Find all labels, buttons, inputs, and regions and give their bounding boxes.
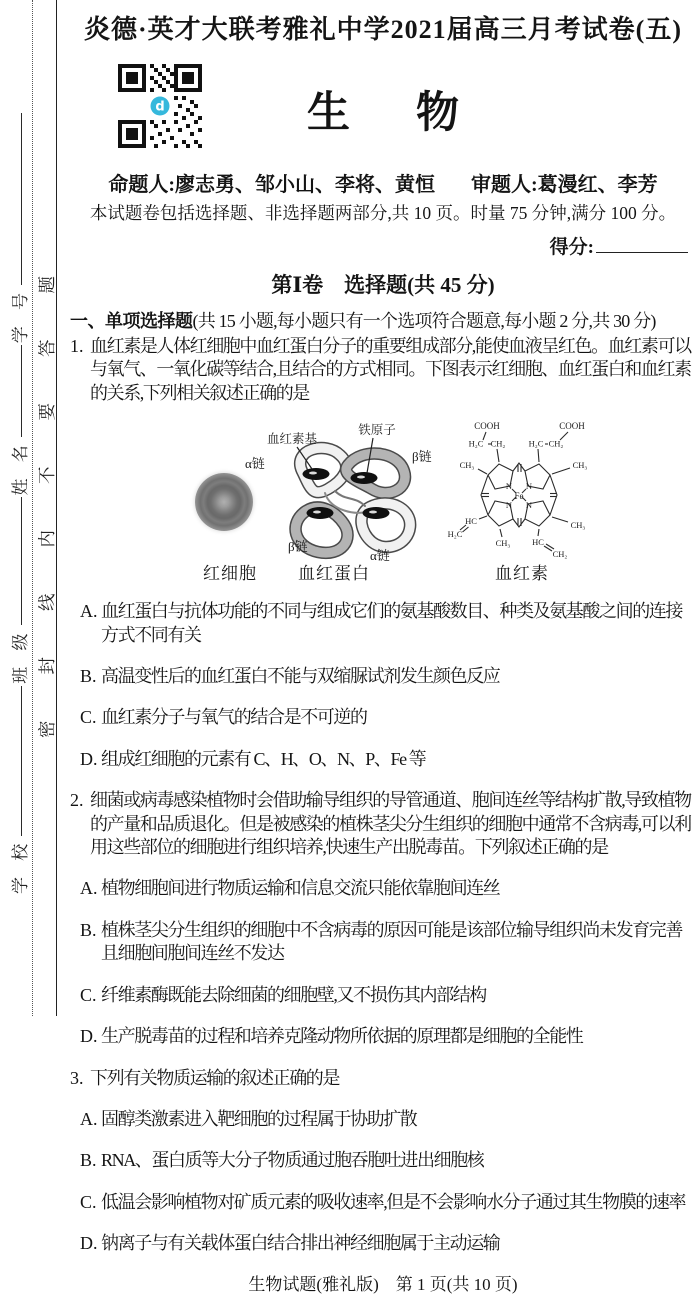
caption-hemoglobin: 血红蛋白	[298, 564, 370, 584]
field-number-blank	[16, 113, 22, 285]
q2-option-d-text: 生产脱毒苗的过程和培养克隆动物所依据的原理都是细胞的全能性	[101, 1026, 583, 1047]
q1-option-b	[80, 665, 696, 688]
ch3-label-lowerright: CH₃	[570, 520, 586, 531]
q1-option-d-text: 组成红细胞的元素有 C、H、O、N、P、Fe 等	[101, 748, 426, 769]
q1-option-c	[80, 706, 696, 729]
question-1-text: 血红素是人体红细胞中血红蛋白分子的重要组成部分,能使血液呈红色。血红素可以与氧气、一氧化碳等结合,且结合的方式相同。下图表示红细胞、血红蛋白和血红素的关系,下列相关叙述正确的是	[90, 336, 691, 403]
question-3-number: 3.	[70, 1067, 84, 1088]
score-label: 得分:	[549, 237, 594, 258]
q2-option-b-label: B.	[80, 919, 97, 940]
subject-row	[70, 58, 696, 152]
field-name-blank	[16, 345, 22, 437]
q3-option-a-label: A.	[80, 1108, 98, 1129]
question-1-number: 1.	[70, 336, 84, 356]
exam-content	[70, 0, 696, 1296]
question-2-options	[70, 877, 696, 1048]
subject-char-2: 物	[416, 90, 459, 137]
field-class-blank	[16, 498, 22, 626]
score-row	[70, 234, 696, 261]
beta-chain-label-top: β链	[412, 449, 432, 465]
hc-label-lowerleft: HC	[465, 516, 477, 527]
cooh-label-right: COOH	[559, 421, 585, 432]
ch3-label-upperright: CH₃	[572, 460, 588, 471]
ch2-label-topright: CH₂	[548, 438, 564, 449]
subsection-label: 一、单项选择题	[70, 311, 193, 331]
q2-option-d-label: D.	[80, 1026, 98, 1047]
n-label-sw: N	[505, 500, 513, 511]
q3-option-b-text: RNA、蛋白质等大分子物质通过胞吞胞吐进出细胞核	[101, 1150, 484, 1171]
setters-label: 命题人:廖志勇、邹小山、李将、黄恒	[108, 174, 435, 196]
field-school-blank	[16, 686, 22, 836]
cooh-label-left: COOH	[474, 421, 500, 432]
question-2-stem	[70, 789, 696, 859]
q2-option-d	[80, 1025, 696, 1048]
q3-option-d	[80, 1232, 696, 1255]
page-footer	[70, 1274, 696, 1296]
ch3-label-bottom: CH₃	[495, 538, 511, 549]
svg-text:d: d	[155, 99, 165, 115]
field-name-label: 姓 名	[11, 439, 30, 496]
q2-option-b	[80, 919, 696, 966]
subsection-title	[70, 310, 696, 333]
q3-option-c-label: C.	[80, 1191, 97, 1212]
q1-option-a-text: 血红蛋白与抗体功能的不同与组成它们的氨基酸数目、种类及氨基酸之间的连接方式不同有关	[101, 601, 682, 645]
question-2-number: 2.	[70, 790, 84, 811]
field-number-label: 学 号	[11, 287, 30, 344]
caption-red-blood-cell: 红细胞	[203, 564, 257, 584]
heme-structure-diagram	[442, 418, 602, 568]
h2c-label-lowerleft: H₂C	[447, 529, 463, 540]
q1-option-b-text: 高温变性后的血红蛋白不能与双缩脲试剂发生颜色反应	[101, 666, 500, 687]
hemoglobin-diagram	[240, 421, 440, 567]
part-title: 第Ⅰ卷 选择题(共 45 分)	[271, 273, 495, 297]
subsection-note: (共 15 小题,每小题只有一个选项符合题意,每小题 2 分,共 30 分)	[192, 311, 656, 331]
question-1-figure	[70, 423, 696, 582]
beta-chain-label-bottom: β链	[288, 539, 308, 555]
alpha-chain-label-top: α链	[245, 456, 265, 472]
q2-option-b-text: 植株茎尖分生组织的细胞中不含病毒的原因可能是该部位输导组织尚未发育完善且细胞间胞间连丝不发达	[101, 919, 682, 964]
seal-line-text	[36, 0, 57, 1010]
subject-title	[70, 90, 696, 138]
q2-option-c-text: 纤维素酶既能去除细菌的细胞壁,又不损伤其内部结构	[101, 984, 486, 1005]
ch2-label-bottomright: CH₂	[552, 549, 568, 560]
setters-row	[70, 172, 696, 199]
field-class-label: 班 级	[11, 627, 30, 684]
q1-option-a-label: A.	[80, 601, 98, 622]
page-footer-text: 生物试题(雅礼版) 第 1 页(共 10 页)	[248, 1274, 518, 1294]
q2-option-a-text: 植物细胞间进行物质运输和信息交流只能依靠胞间连丝	[101, 878, 500, 899]
q1-option-c-text: 血红素分子与氧气的结合是不可逆的	[101, 707, 367, 728]
q3-option-d-text: 钠离子与有关载体蛋白结合排出神经细胞属于主动运输	[101, 1233, 500, 1254]
n-label-nw: N	[505, 481, 513, 492]
question-1-stem	[70, 335, 696, 405]
alpha-chain-label-bottom: α链	[370, 548, 390, 564]
q3-option-d-label: D.	[80, 1233, 98, 1254]
question-3-stem	[70, 1067, 696, 1090]
q1-option-c-label: C.	[80, 707, 97, 728]
reviewers-label: 审题人:葛漫红、李芳	[471, 174, 658, 196]
q1-option-d	[80, 748, 696, 771]
q2-option-a	[80, 877, 696, 900]
q3-option-b	[80, 1149, 696, 1172]
caption-heme: 血红素	[495, 564, 549, 584]
question-3-options	[70, 1108, 696, 1256]
iron-atom-label: 铁原子	[358, 423, 396, 438]
q1-option-b-label: B.	[80, 666, 97, 687]
question-3-text: 下列有关物质运输的叙述正确的是	[90, 1067, 339, 1088]
heme-group-label: 血红素基	[266, 432, 318, 447]
field-school-label: 学 校	[11, 837, 30, 894]
score-blank	[596, 238, 688, 253]
fe-label: Fe	[514, 491, 524, 502]
question-1-options	[70, 600, 696, 771]
q3-option-a	[80, 1108, 696, 1131]
question-2-text: 细菌或病毒感染植物时会借助输导组织的导管通道、胞间连丝等结构扩散,导致植物的产量和品质退化。但是被感染的植株茎尖分生组织的细胞中通常不含病毒,可以利用这些部位的细胞进行组织培养,快速生产出脱毒苗。下列叙述正确的是	[90, 790, 691, 858]
n-label-se: N	[525, 500, 533, 511]
ch2-label-topleft: CH₂	[490, 438, 506, 449]
n-label-ne: N	[525, 481, 533, 492]
q3-option-c-text: 低温会影响植物对矿质元素的吸收速率,但是不会影响水分子通过其生物膜的速率	[101, 1191, 686, 1212]
seal-solid-line	[56, 0, 57, 1016]
q3-option-b-label: B.	[80, 1150, 97, 1171]
q2-option-c	[80, 984, 696, 1007]
exam-title: 炎德·英才大联考雅礼中学2021届高三月考试卷(五)	[84, 15, 682, 44]
hc-label-bottomright: HC	[532, 537, 544, 548]
q2-option-c-label: C.	[80, 984, 97, 1005]
h2c-label-topleft: H₂C	[468, 438, 484, 449]
exam-instructions: 本试题卷包括选择题、非选择题两部分,共 10 页。时量 75 分钟,满分 100 分。	[89, 203, 677, 223]
q3-option-a-text: 固醇类激素进入靶细胞的过程属于协助扩散	[101, 1108, 417, 1129]
q3-option-c	[80, 1191, 696, 1214]
q2-option-a-label: A.	[80, 878, 98, 899]
seal-line-label: 密封线内不要答题	[37, 230, 57, 738]
q1-option-a	[80, 600, 696, 647]
q1-option-d-label: D.	[80, 748, 98, 769]
h2c-label-topright: H₂C	[528, 438, 544, 449]
ch3-label-upperleft: CH₃	[459, 460, 475, 471]
student-info-fields	[5, 0, 32, 1010]
subject-char-1: 生	[307, 90, 350, 137]
seal-dotted-line	[32, 0, 33, 1016]
